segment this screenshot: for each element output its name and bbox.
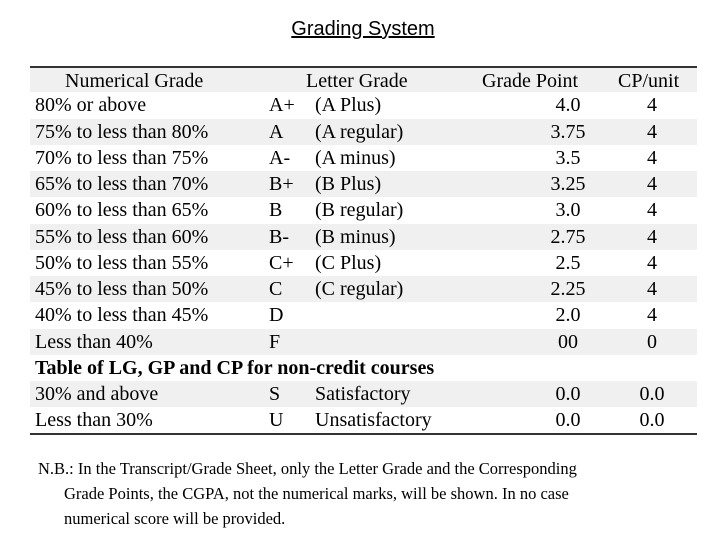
grade-point: 4.0 [555,94,581,117]
cp-unit: 4 [647,251,657,274]
numerical-grade: Less than 40% [35,330,153,353]
header-cp-unit: CP/unit [618,70,680,92]
numerical-grade: 40% to less than 45% [35,304,209,327]
footnote [38,456,690,531]
numerical-grade: 75% to less than 80% [35,120,209,143]
cp-unit: 0 [647,330,657,353]
footnote-line: Grade Points, the CGPA, not the numerical marks, will be shown. In no case [64,484,569,503]
numerical-grade: 45% to less than 50% [35,278,209,300]
cp-unit: 4 [647,225,657,248]
cp-unit: 4 [647,120,657,143]
numerical-grade: 65% to less than 70% [35,173,209,195]
table-header-row [30,66,697,92]
table-row [30,171,697,197]
table-row [30,197,697,223]
grade-point: 3.0 [555,199,581,222]
grade-point: 3.25 [550,173,586,195]
numerical-grade: 80% or above [35,94,147,117]
grade-point: 0.0 [555,383,581,405]
letter-grade: F [269,330,281,353]
letter-grade: A- [269,146,291,169]
letter-grade-description: (B minus) [315,225,396,248]
grade-point: 2.25 [550,278,586,300]
grade-point: 3.75 [550,120,586,143]
letter-grade-description: (C regular) [315,278,404,300]
letter-grade: D [269,304,284,327]
letter-grade: A+ [269,94,295,117]
cp-unit: 0.0 [639,409,665,432]
letter-grade: C+ [269,251,294,274]
letter-grade-description: (A regular) [315,120,404,143]
letter-grade-description: (A minus) [315,146,396,169]
grade-point: 0.0 [555,409,581,432]
grade-point: 00 [558,330,578,353]
table-row [30,250,697,276]
footnote-line: N.B.: In the Transcript/Grade Sheet, only the Letter Grade and the Corresponding [38,459,577,478]
table-row [30,329,697,355]
numerical-grade: 60% to less than 65% [35,199,209,222]
letter-grade-description: (B Plus) [315,173,382,195]
numerical-grade: 70% to less than 75% [35,146,209,169]
table-row [30,92,697,118]
numerical-grade: 55% to less than 60% [35,225,209,248]
letter-grade-description: Satisfactory [315,383,411,405]
letter-grade: B- [269,225,289,248]
cp-unit: 4 [647,304,657,327]
noncredit-heading-row [30,355,697,381]
numerical-grade: 30% and above [35,383,159,405]
letter-grade: A [269,120,284,143]
numerical-grade: 50% to less than 55% [35,251,209,274]
letter-grade: U [269,409,284,432]
table-row [30,407,697,435]
grade-point: 2.0 [555,304,581,327]
cp-unit: 4 [647,199,657,222]
cp-unit: 4 [647,278,657,300]
page-title: Grading System [291,18,435,40]
letter-grade: C [269,278,283,300]
table-row [30,276,697,302]
letter-grade: S [269,383,281,405]
header-grade-point: Grade Point [482,70,579,92]
cp-unit: 4 [647,94,657,117]
grade-point: 2.5 [555,251,581,274]
letter-grade-description: (B regular) [315,199,404,222]
letter-grade-description: (A Plus) [315,94,382,117]
table-row [30,224,697,250]
table-row [30,145,697,171]
table-row [30,381,697,407]
grading-table [30,66,697,438]
cp-unit: 4 [647,146,657,169]
letter-grade: B [269,199,283,222]
numerical-grade: Less than 30% [35,409,153,432]
table-row [30,119,697,145]
header-numerical-grade: Numerical Grade [65,70,204,92]
grade-point: 2.75 [550,225,586,248]
letter-grade: B+ [269,173,294,195]
header-letter-grade: Letter Grade [306,70,408,92]
cp-unit: 0.0 [639,383,665,405]
cp-unit: 4 [647,173,657,195]
table-row [30,302,697,328]
footnote-line: numerical score will be provided. [64,509,286,528]
letter-grade-description: (C Plus) [315,251,382,274]
grade-point: 3.5 [555,146,581,169]
letter-grade-description: Unsatisfactory [315,409,432,432]
noncredit-heading: Table of LG, GP and CP for non-credit courses [35,356,435,379]
